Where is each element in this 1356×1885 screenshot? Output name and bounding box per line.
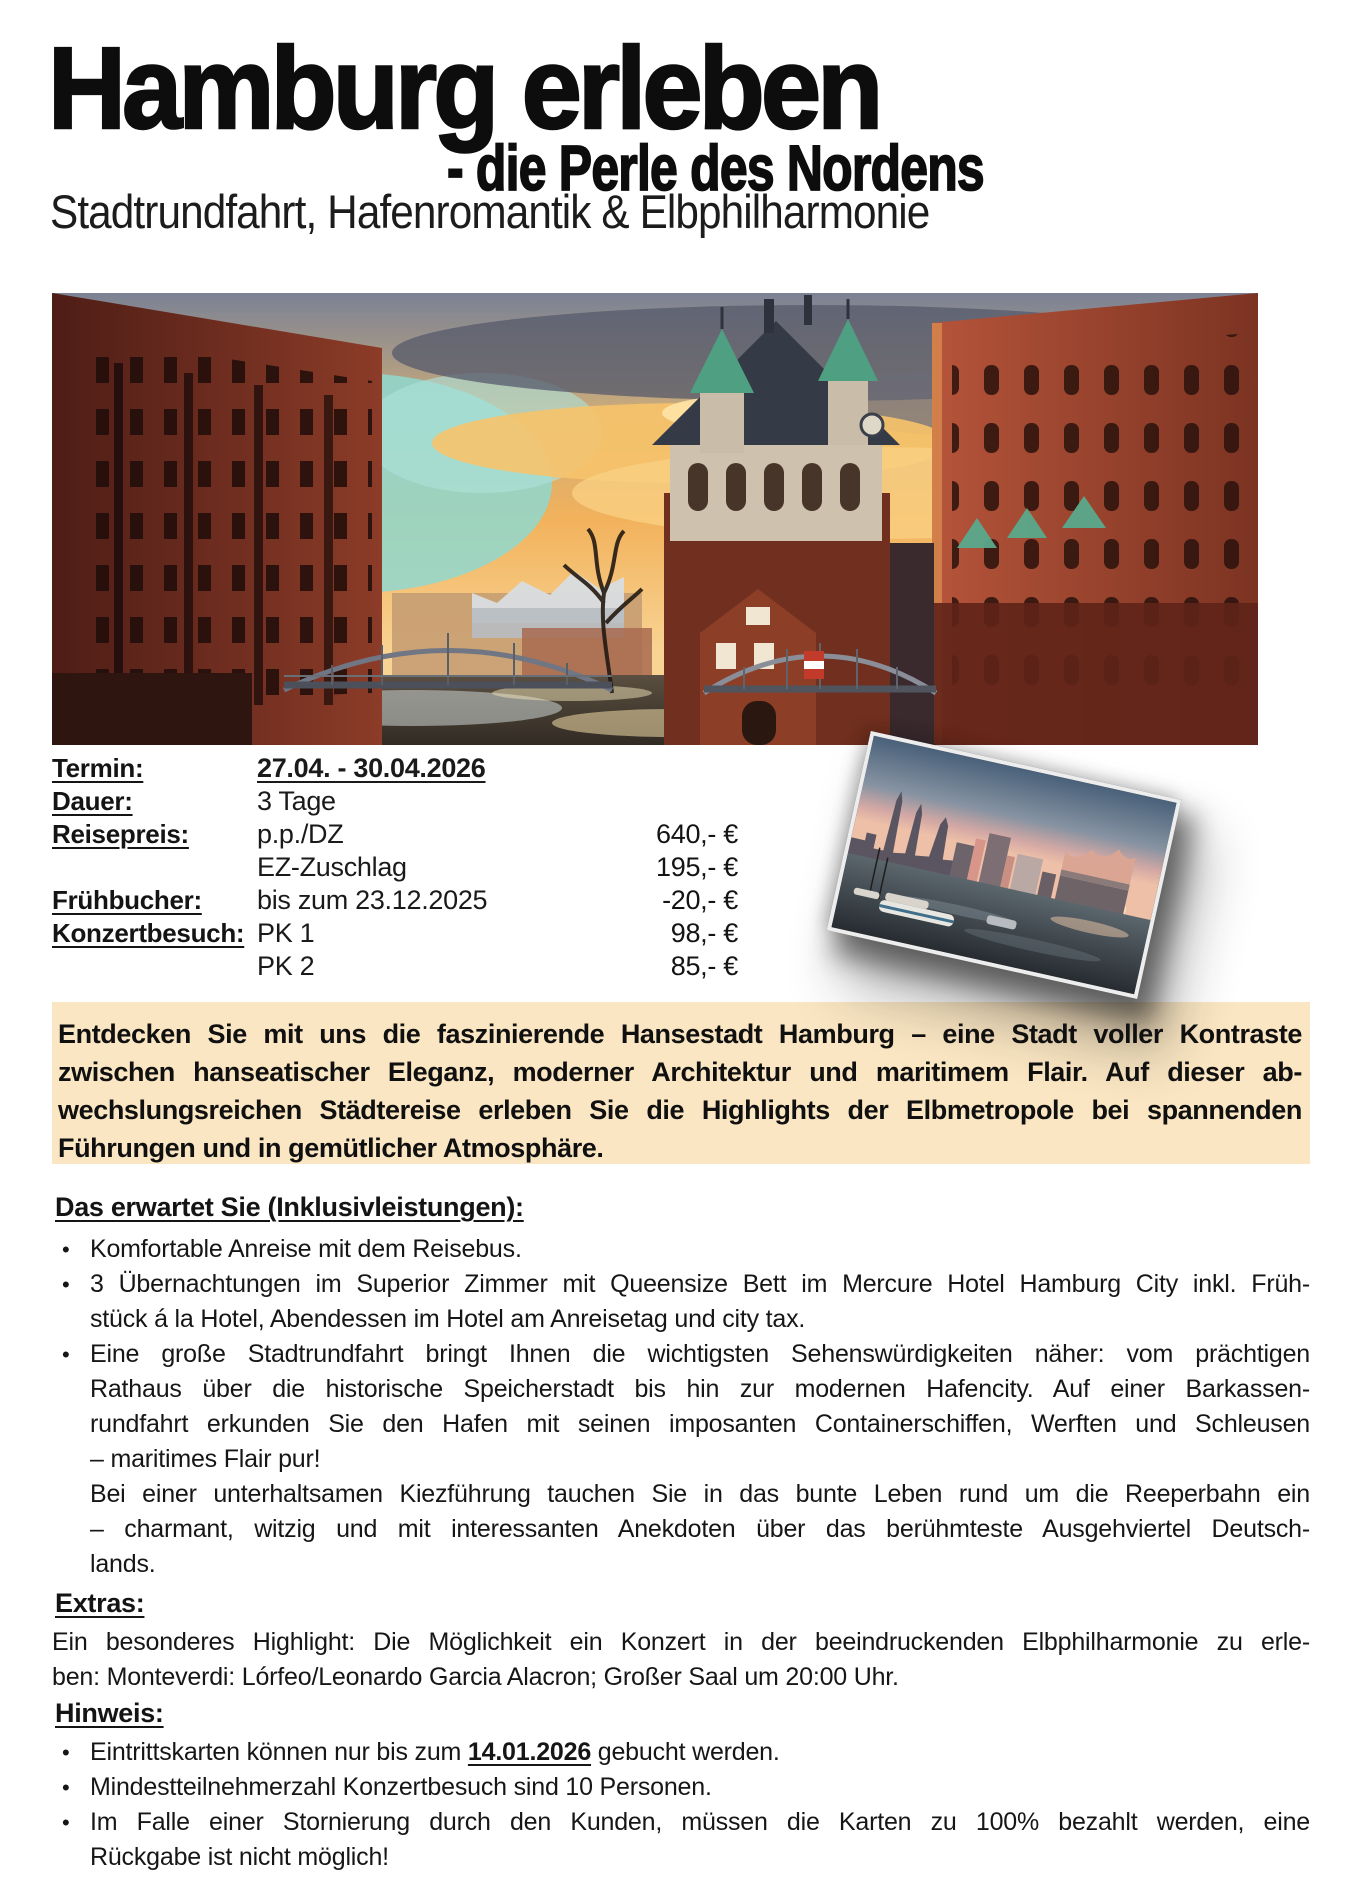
intro-highlight-box: [52, 1002, 1310, 1164]
table-row-konzertbesuch: [52, 917, 738, 950]
bullet-icon: •: [62, 1775, 70, 1800]
row-price: 98,- €: [670, 918, 738, 948]
note-text-pre: Eintrittskarten können nur bis zum: [90, 1738, 468, 1766]
row-value: PK 1: [257, 918, 315, 948]
list-item: [52, 1337, 1310, 1477]
page-subtitle: [50, 185, 1027, 238]
extras-heading: Extras:: [55, 1588, 145, 1618]
page-title-text: Hamburg erleben: [48, 23, 880, 153]
main-photo-speicherstadt: [52, 293, 1258, 745]
list-item: [52, 1232, 1310, 1267]
list-item-text: 3 Übernachtungen im Superior Zimmer mit Queensize Bett im Mercure Hotel Hamburg City inkl. Früh- stück á la Hotel, Abendessen im Hotel am Anreisetag und city tax.: [90, 1270, 1310, 1333]
list-item: [52, 1805, 1310, 1875]
row-label: Termin:: [52, 753, 144, 783]
row-label: Frühbucher:: [52, 885, 202, 915]
intro-line: Entdecken Sie mit uns die faszinierende Hansestadt Hamburg – eine Stadt voller Kontraste: [58, 1019, 1302, 1049]
row-value: EZ-Zuschlag: [257, 852, 407, 882]
row-label: Konzertbesuch:: [52, 918, 245, 948]
inclusions-heading: Das erwartet Sie (Inklusivleistungen):: [55, 1192, 524, 1222]
row-value: 3 Tage: [257, 786, 336, 816]
note-with-date: [90, 1735, 1310, 1770]
inclusions-list: [52, 1232, 1310, 1582]
trip-info-table: [52, 752, 738, 983]
row-price: 85,- €: [670, 951, 738, 981]
page-title-line2-text: - die Perle des Nordens: [447, 132, 984, 204]
row-value: 27.04. - 30.04.2026: [257, 753, 486, 783]
table-row-ez-zuschlag: [52, 851, 738, 884]
inset-photo-harbor-panorama: [827, 731, 1182, 999]
main-photo-illustration: [52, 293, 1258, 745]
row-value: bis zum 23.12.2025: [257, 885, 488, 915]
list-item-text: Im Falle einer Stornierung durch den Kunden, müssen die Karten zu 100% bezahlt werden, eine Rückgabe ist nicht möglich!: [90, 1808, 1310, 1871]
bullet-icon: •: [62, 1342, 70, 1367]
notes-list: [52, 1735, 1310, 1875]
list-item-text: Eine große Stadtrundfahrt bringt Ihnen die wichtigsten Sehenswürdigkeiten näher: vom prächtigen Rathaus über die historische Speicherstadt bis hin zur modernen Hafencity. Auf einer Barkassen- rundfahrt erkunden Sie den Hafen mit seinen imposanten Containerschiffen, Werften und Schleusen – maritimes Flair pur!: [90, 1340, 1310, 1473]
extras-paragraph: Ein besonderes Highlight: Die Möglichkeit ein Konzert in der beeindruckenden Elbphilharmonie zu erle- ben: Monteverdi: Lórfeo/Leonardo Garcia Alacron; Großer Saal um 20:00 Uhr.: [52, 1628, 1310, 1691]
page-title: [48, 23, 942, 153]
intro-line: wechslungsreichen Städtereise erleben Sie die Highlights der Elbmetropole bei spannenden: [58, 1095, 1302, 1125]
row-value: p.p./DZ: [257, 819, 344, 849]
row-value: PK 2: [257, 951, 315, 981]
table-row-fruehbucher: [52, 884, 738, 917]
row-label: Dauer:: [52, 786, 133, 816]
intro-line: zwischen hanseatischer Eleganz, moderner Architektur und maritimem Flair. Auf dieser ab-: [58, 1057, 1302, 1087]
bullet-icon: •: [62, 1237, 70, 1262]
page-subtitle-text: Stadtrundfahrt, Hafenromantik & Elbphilharmonie: [50, 185, 930, 238]
list-item: [52, 1735, 1310, 1770]
notes-heading: Hinweis:: [55, 1698, 164, 1728]
table-row-reisepreis: [52, 818, 738, 851]
bullet-icon: •: [62, 1810, 70, 1835]
table-row-dauer: [52, 785, 738, 818]
intro-line: Führungen und in gemütlicher Atmosphäre.: [58, 1133, 604, 1163]
table-row-termin: [52, 752, 738, 785]
table-row-pk2: [52, 950, 738, 983]
note-text-post: gebucht werden.: [591, 1738, 780, 1766]
row-label: Reisepreis:: [52, 819, 189, 849]
row-price: 195,- €: [656, 852, 738, 882]
row-price: 640,- €: [656, 819, 738, 849]
row-price: -20,- €: [662, 885, 738, 915]
bullet-icon: •: [62, 1740, 70, 1765]
list-item-continuation: Bei einer unterhaltsamen Kiezführung tauchen Sie in das bunte Leben rund um die Reeperbahn ein – charmant, witzig und mit interessanten Anekdoten über das berühmteste Ausgehviertel Deutsch- lands.: [90, 1480, 1310, 1578]
inset-photo-illustration: [831, 736, 1176, 994]
right-warehouses: [888, 293, 1258, 745]
list-item-text: Komfortable Anreise mit dem Reisebus.: [90, 1235, 522, 1263]
list-item: [52, 1267, 1310, 1337]
bullet-icon: •: [62, 1272, 70, 1297]
list-item: [52, 1770, 1310, 1805]
list-item-text: [90, 1735, 1310, 1770]
list-item-text: Mindestteilnehmerzahl Konzertbesuch sind 10 Personen.: [90, 1773, 712, 1801]
booking-deadline-date: 14.01.2026: [467, 1738, 592, 1766]
